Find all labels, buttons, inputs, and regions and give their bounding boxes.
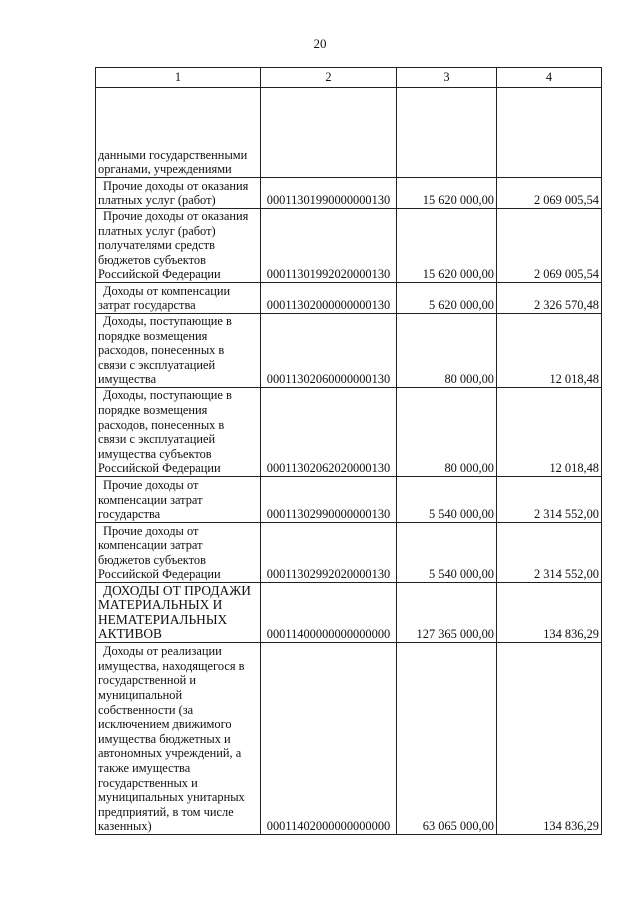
income-name-line: Прочие доходы от оказания — [103, 209, 249, 224]
revenue-table — [95, 67, 602, 835]
table-body — [96, 88, 602, 835]
planned-amount-cell — [397, 88, 497, 178]
income-name-cell — [96, 314, 261, 388]
income-name-line: порядке возмещения — [98, 328, 208, 343]
income-name-line: Доходы, поступающие в — [103, 314, 232, 329]
table-row — [96, 283, 602, 314]
table-row — [96, 209, 602, 283]
income-name-line: казенных) — [98, 819, 152, 834]
income-name-line: ДОХОДЫ ОТ ПРОДАЖИ — [103, 582, 251, 598]
income-name-line: Доходы от компенсации — [103, 283, 231, 298]
table-row — [96, 477, 602, 523]
income-name-line: связи с эксплуатацией — [98, 357, 216, 372]
planned-amount-cell: 127 365 000,00 — [397, 583, 497, 643]
budget-code-cell: 00011301992020000130 — [261, 209, 397, 283]
budget-code-cell: 00011302060000000130 — [261, 314, 397, 388]
actual-amount-cell: 2 069 005,54 — [497, 178, 602, 209]
income-name-line: Российской Федерации — [98, 567, 221, 582]
income-name-line: Доходы, поступающие в — [103, 388, 232, 403]
income-name-line: муниципальной — [98, 688, 183, 703]
column-header: 2 — [261, 68, 397, 88]
income-name-line: имущества — [98, 372, 157, 387]
budget-code-cell: 00011302062020000130 — [261, 388, 397, 477]
actual-amount-cell — [497, 88, 602, 178]
income-name-cell — [96, 583, 261, 643]
planned-amount-cell: 80 000,00 — [397, 388, 497, 477]
table-row — [96, 643, 602, 835]
income-name-line: собственности (за — [98, 702, 194, 717]
income-name-line: компенсации затрат — [98, 492, 203, 507]
income-name-line: НЕМАТЕРИАЛЬНЫХ — [98, 611, 228, 627]
actual-amount-cell: 2 314 552,00 — [497, 477, 602, 523]
budget-code-cell: 00011400000000000000 — [261, 583, 397, 643]
income-name-line: платных услуг (работ) — [98, 223, 216, 238]
actual-amount-cell: 12 018,48 — [497, 388, 602, 477]
income-name-line: Доходы от реализации — [103, 644, 222, 659]
budget-code-cell: 00011402000000000000 — [261, 643, 397, 835]
income-name-line: имущества бюджетных и — [98, 731, 231, 746]
income-name-cell — [96, 643, 261, 835]
income-name-line: Прочие доходы от — [103, 478, 199, 493]
planned-amount-cell: 5 540 000,00 — [397, 523, 497, 583]
income-name-cell — [96, 178, 261, 209]
table-header-row — [96, 68, 602, 88]
budget-code-cell: 00011302000000000130 — [261, 283, 397, 314]
planned-amount-cell: 5 620 000,00 — [397, 283, 497, 314]
income-name-line: платных услуг (работ) — [98, 193, 216, 208]
income-name-line: муниципальных унитарных — [98, 790, 245, 805]
income-name-line: расходов, понесенных в — [98, 343, 225, 358]
table-row — [96, 314, 602, 388]
planned-amount-cell: 80 000,00 — [397, 314, 497, 388]
planned-amount-cell: 15 620 000,00 — [397, 209, 497, 283]
income-name-line: порядке возмещения — [98, 403, 208, 418]
income-name-line: компенсации затрат — [98, 538, 203, 553]
income-name-line: МАТЕРИАЛЬНЫХ И — [98, 597, 223, 613]
income-name-cell — [96, 523, 261, 583]
income-name-line: данными государственными — [98, 147, 248, 162]
budget-code-cell: 00011302992020000130 — [261, 523, 397, 583]
column-header: 4 — [497, 68, 602, 88]
income-name-line: получателями средств — [98, 238, 215, 253]
income-name-line: государства — [98, 507, 161, 522]
column-header: 1 — [96, 68, 261, 88]
income-name-line: Российской Федерации — [98, 461, 221, 476]
income-name-line: Прочие доходы от — [103, 523, 199, 538]
income-name-line: расходов, понесенных в — [98, 417, 225, 432]
page-number: 20 — [313, 36, 327, 51]
income-name-line: исключением движимого — [98, 717, 232, 732]
income-name-line: АКТИВОВ — [98, 626, 162, 642]
income-name-line: затрат государства — [98, 298, 196, 313]
budget-code-cell: 00011302990000000130 — [261, 477, 397, 523]
budget-code-cell: 00011301990000000130 — [261, 178, 397, 209]
actual-amount-cell: 2 069 005,54 — [497, 209, 602, 283]
income-name-line: связи с эксплуатацией — [98, 432, 216, 447]
income-name-line: государственных и — [98, 775, 198, 790]
income-name-line: предприятий, в том числе — [98, 804, 234, 819]
income-name-cell — [96, 209, 261, 283]
income-name-line: бюджетов субъектов — [98, 252, 206, 267]
income-name-line: имущества субъектов — [98, 446, 212, 461]
actual-amount-cell: 134 836,29 — [497, 643, 602, 835]
table-row — [96, 388, 602, 477]
income-name-cell — [96, 88, 261, 178]
income-name-line: Прочие доходы от оказания — [103, 178, 249, 193]
income-name-line: имущества, находящегося в — [98, 658, 245, 673]
planned-amount-cell: 63 065 000,00 — [397, 643, 497, 835]
actual-amount-cell: 134 836,29 — [497, 583, 602, 643]
column-header: 3 — [397, 68, 497, 88]
actual-amount-cell: 2 326 570,48 — [497, 283, 602, 314]
actual-amount-cell: 2 314 552,00 — [497, 523, 602, 583]
table-row — [96, 178, 602, 209]
income-name-line: также имущества — [98, 761, 191, 776]
income-name-line: бюджетов субъектов — [98, 552, 206, 567]
income-name-cell — [96, 388, 261, 477]
table-row — [96, 583, 602, 643]
income-name-line: государственной и — [98, 673, 197, 688]
planned-amount-cell: 5 540 000,00 — [397, 477, 497, 523]
income-name-line: Российской Федерации — [98, 267, 221, 282]
actual-amount-cell: 12 018,48 — [497, 314, 602, 388]
budget-code-cell — [261, 88, 397, 178]
planned-amount-cell: 15 620 000,00 — [397, 178, 497, 209]
income-name-cell — [96, 283, 261, 314]
income-name-line: органами, учреждениями — [98, 162, 232, 177]
income-name-cell — [96, 477, 261, 523]
table-row — [96, 523, 602, 583]
table-row — [96, 88, 602, 178]
income-name-line: автономных учреждений, а — [98, 746, 242, 761]
